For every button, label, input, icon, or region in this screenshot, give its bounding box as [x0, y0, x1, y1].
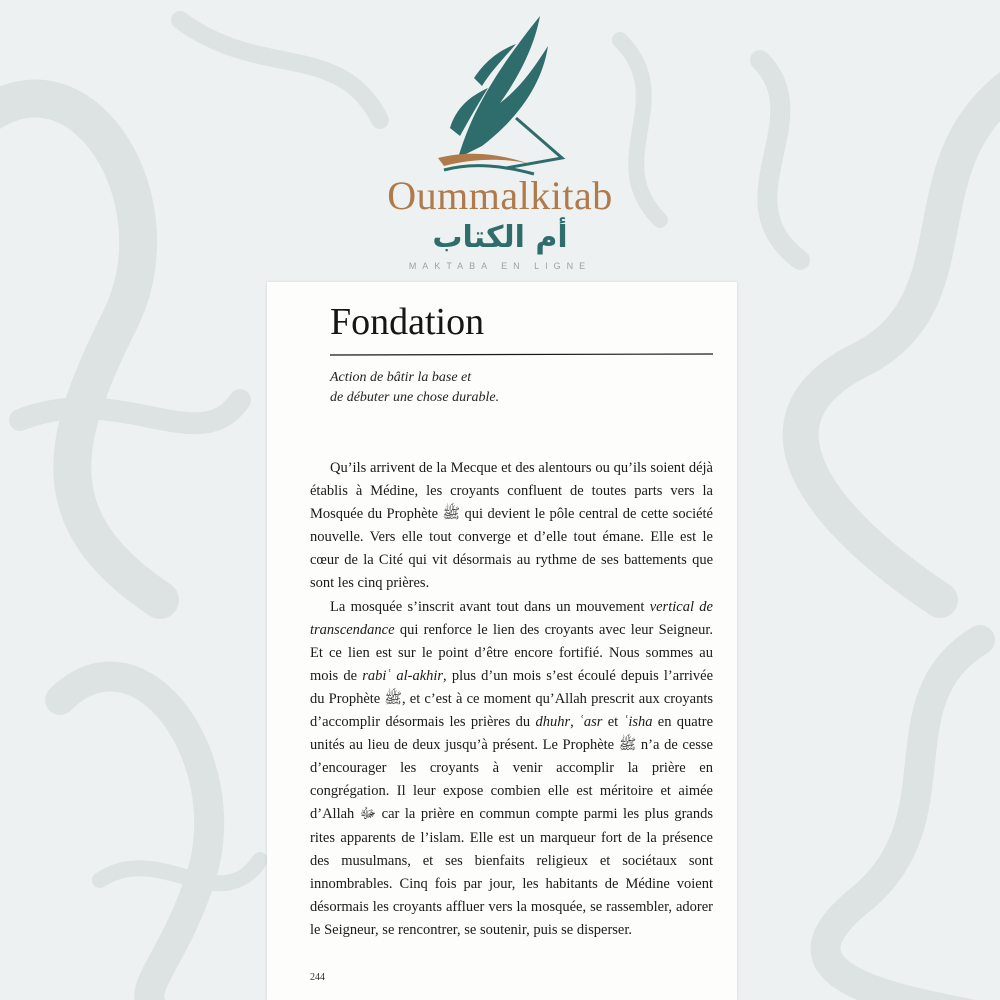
brand-header	[0, 0, 1000, 290]
italic-term: ʿasr	[579, 714, 603, 731]
page-number: 244	[310, 972, 325, 983]
italic-term: ʿisha	[623, 714, 653, 731]
text-run: en quatre unités au lieu de deux jusqu’à présent. Le Prophète ﷺ n’a de cesse d’encourager les croyants à venir accomplir la prière en congrégation. Il leur expose combien elle est méritoire et aimée d’Allah ﷻ car la prière en commun compte parmi les plus grands rites apparents de l’islam. Elle est un marqueur fort de la présence des musulmans, et ses bienfaits religieux et sociétaux sont innombrables. Cinq fois par jour, les habitants de Médine voient désormais les croyants affluer vers la mosquée, se rassembler, adorer le Seigneur, se rencontrer, se soutenir, puis se disperser.	[310, 714, 714, 938]
brand-name-latin: Oummalkitab	[387, 173, 613, 218]
text-run: ,	[570, 714, 580, 731]
italic-term: rabiʿ al-akhir	[362, 667, 444, 684]
epigraph-line: de débuter une chose durable.	[330, 390, 500, 405]
page-title: Fondation	[330, 301, 485, 343]
text-run: et	[602, 714, 624, 731]
paragraph: Qu’ils arrivent de la Mecque et des alentours ou qu’ils soient déjà établis à Médine, les croyants confluent de toutes parts vers la Mosquée du Prophète ﷺ qui devient le pôle central de cette société nouvelle. Vers elle tout converge et d’elle tout émane. Elle est le cœur de la Cité qui vit désormais au rythme de ses battements que sont les cinq prières.	[310, 460, 713, 592]
italic-term: vertical de transcendance	[310, 598, 713, 638]
quill-book-logo-icon	[430, 8, 575, 183]
brand-tagline: MAKTABA EN LIGNE	[408, 261, 592, 271]
italic-term: dhuhr	[535, 714, 571, 731]
paragraph	[310, 596, 713, 942]
title-divider	[330, 353, 713, 356]
text-run: La mosquée s’inscrit avant tout dans un mouvement	[330, 598, 650, 615]
body-text	[310, 457, 713, 942]
epigraph	[330, 368, 499, 408]
text-run: , plus d’un mois s’est écoulé depuis l’arrivée du Prophète ﷺ, et c’est à ce moment qu’Allah prescrit aux croyants d’accomplir désormais les prières du	[310, 667, 714, 731]
text-run: qui renforce le lien des croyants avec leur Seigneur. Et ce lien est sur le point d’être encore fortifié. Nous sommes au mois de	[310, 621, 713, 684]
brand-name-arabic: أم الكتاب	[432, 220, 568, 255]
epigraph-line: Action de bâtir la base et	[330, 370, 472, 385]
book-page	[267, 282, 737, 1000]
